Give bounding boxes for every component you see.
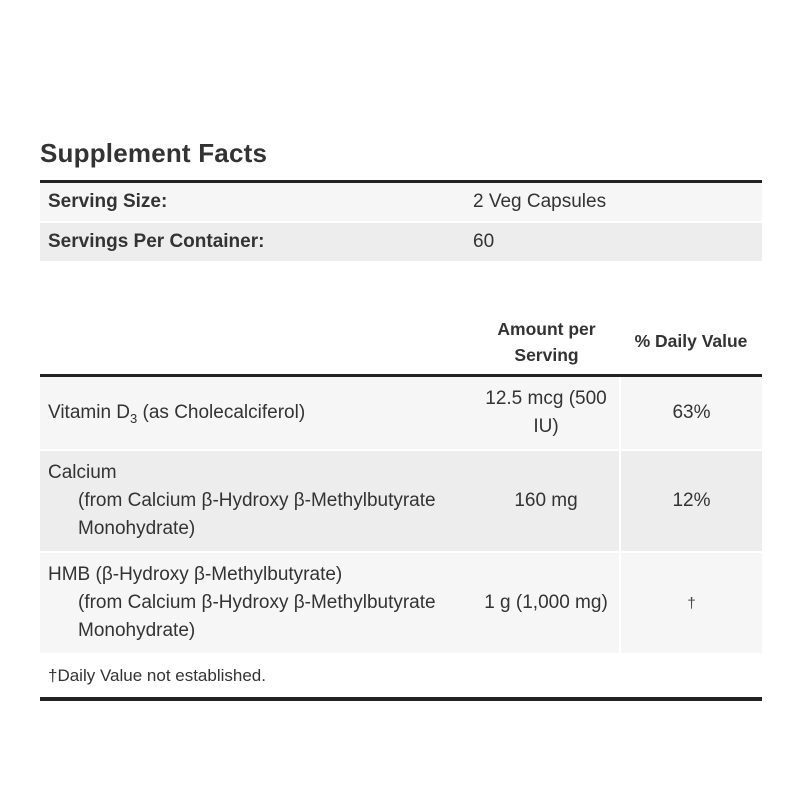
vitamin-d3-amount: 12.5 mcg (500 IU) (473, 376, 620, 451)
column-header-spacer (40, 261, 473, 376)
hmb-name-text: HMB (β-Hydroxy β-Methylbutyrate) (48, 564, 343, 585)
serving-size-row (40, 182, 762, 223)
daily-value-footnote: †Daily Value not established. (40, 654, 762, 699)
nutrient-row-calcium (40, 450, 762, 552)
calcium-name-text: Calcium (48, 462, 117, 483)
servings-per-container-row (40, 222, 762, 261)
amount-per-serving-header: Amount per Serving (473, 261, 620, 376)
hmb-name (40, 552, 473, 654)
calcium-amount: 160 mg (473, 450, 620, 552)
servings-per-container-value: 60 (473, 222, 762, 261)
daily-value-header: % Daily Value (620, 261, 762, 376)
serving-size-label: Serving Size: (40, 182, 473, 223)
vitamin-d3-source: (as Cholecalciferol) (137, 402, 306, 423)
supplement-facts-panel (40, 0, 762, 701)
servings-per-container-label: Servings Per Container: (40, 222, 473, 261)
vitamin-d3-name-text: Vitamin D (48, 402, 131, 423)
calcium-source: (from Calcium β-Hydroxy β-Methylbutyrate Monohydrate) (78, 490, 436, 539)
calcium-daily-value: 12% (620, 450, 762, 552)
hmb-daily-value-dagger: † (620, 552, 762, 654)
vitamin-d3-daily-value: 63% (620, 376, 762, 451)
vitamin-d3-name (40, 376, 473, 451)
footnote-row (40, 654, 762, 699)
page-title: Supplement Facts (40, 138, 268, 168)
nutrient-row-vitamin-d3 (40, 376, 762, 451)
serving-size-value: 2 Veg Capsules (473, 182, 762, 223)
hmb-source: (from Calcium β-Hydroxy β-Methylbutyrate Monohydrate) (78, 592, 436, 641)
vitamin-d3-subscript: 3 (130, 410, 138, 426)
hmb-amount: 1 g (1,000 mg) (473, 552, 620, 654)
calcium-name (40, 450, 473, 552)
nutrient-row-hmb (40, 552, 762, 654)
supplement-facts-table (40, 180, 762, 701)
column-header-row (40, 261, 762, 376)
